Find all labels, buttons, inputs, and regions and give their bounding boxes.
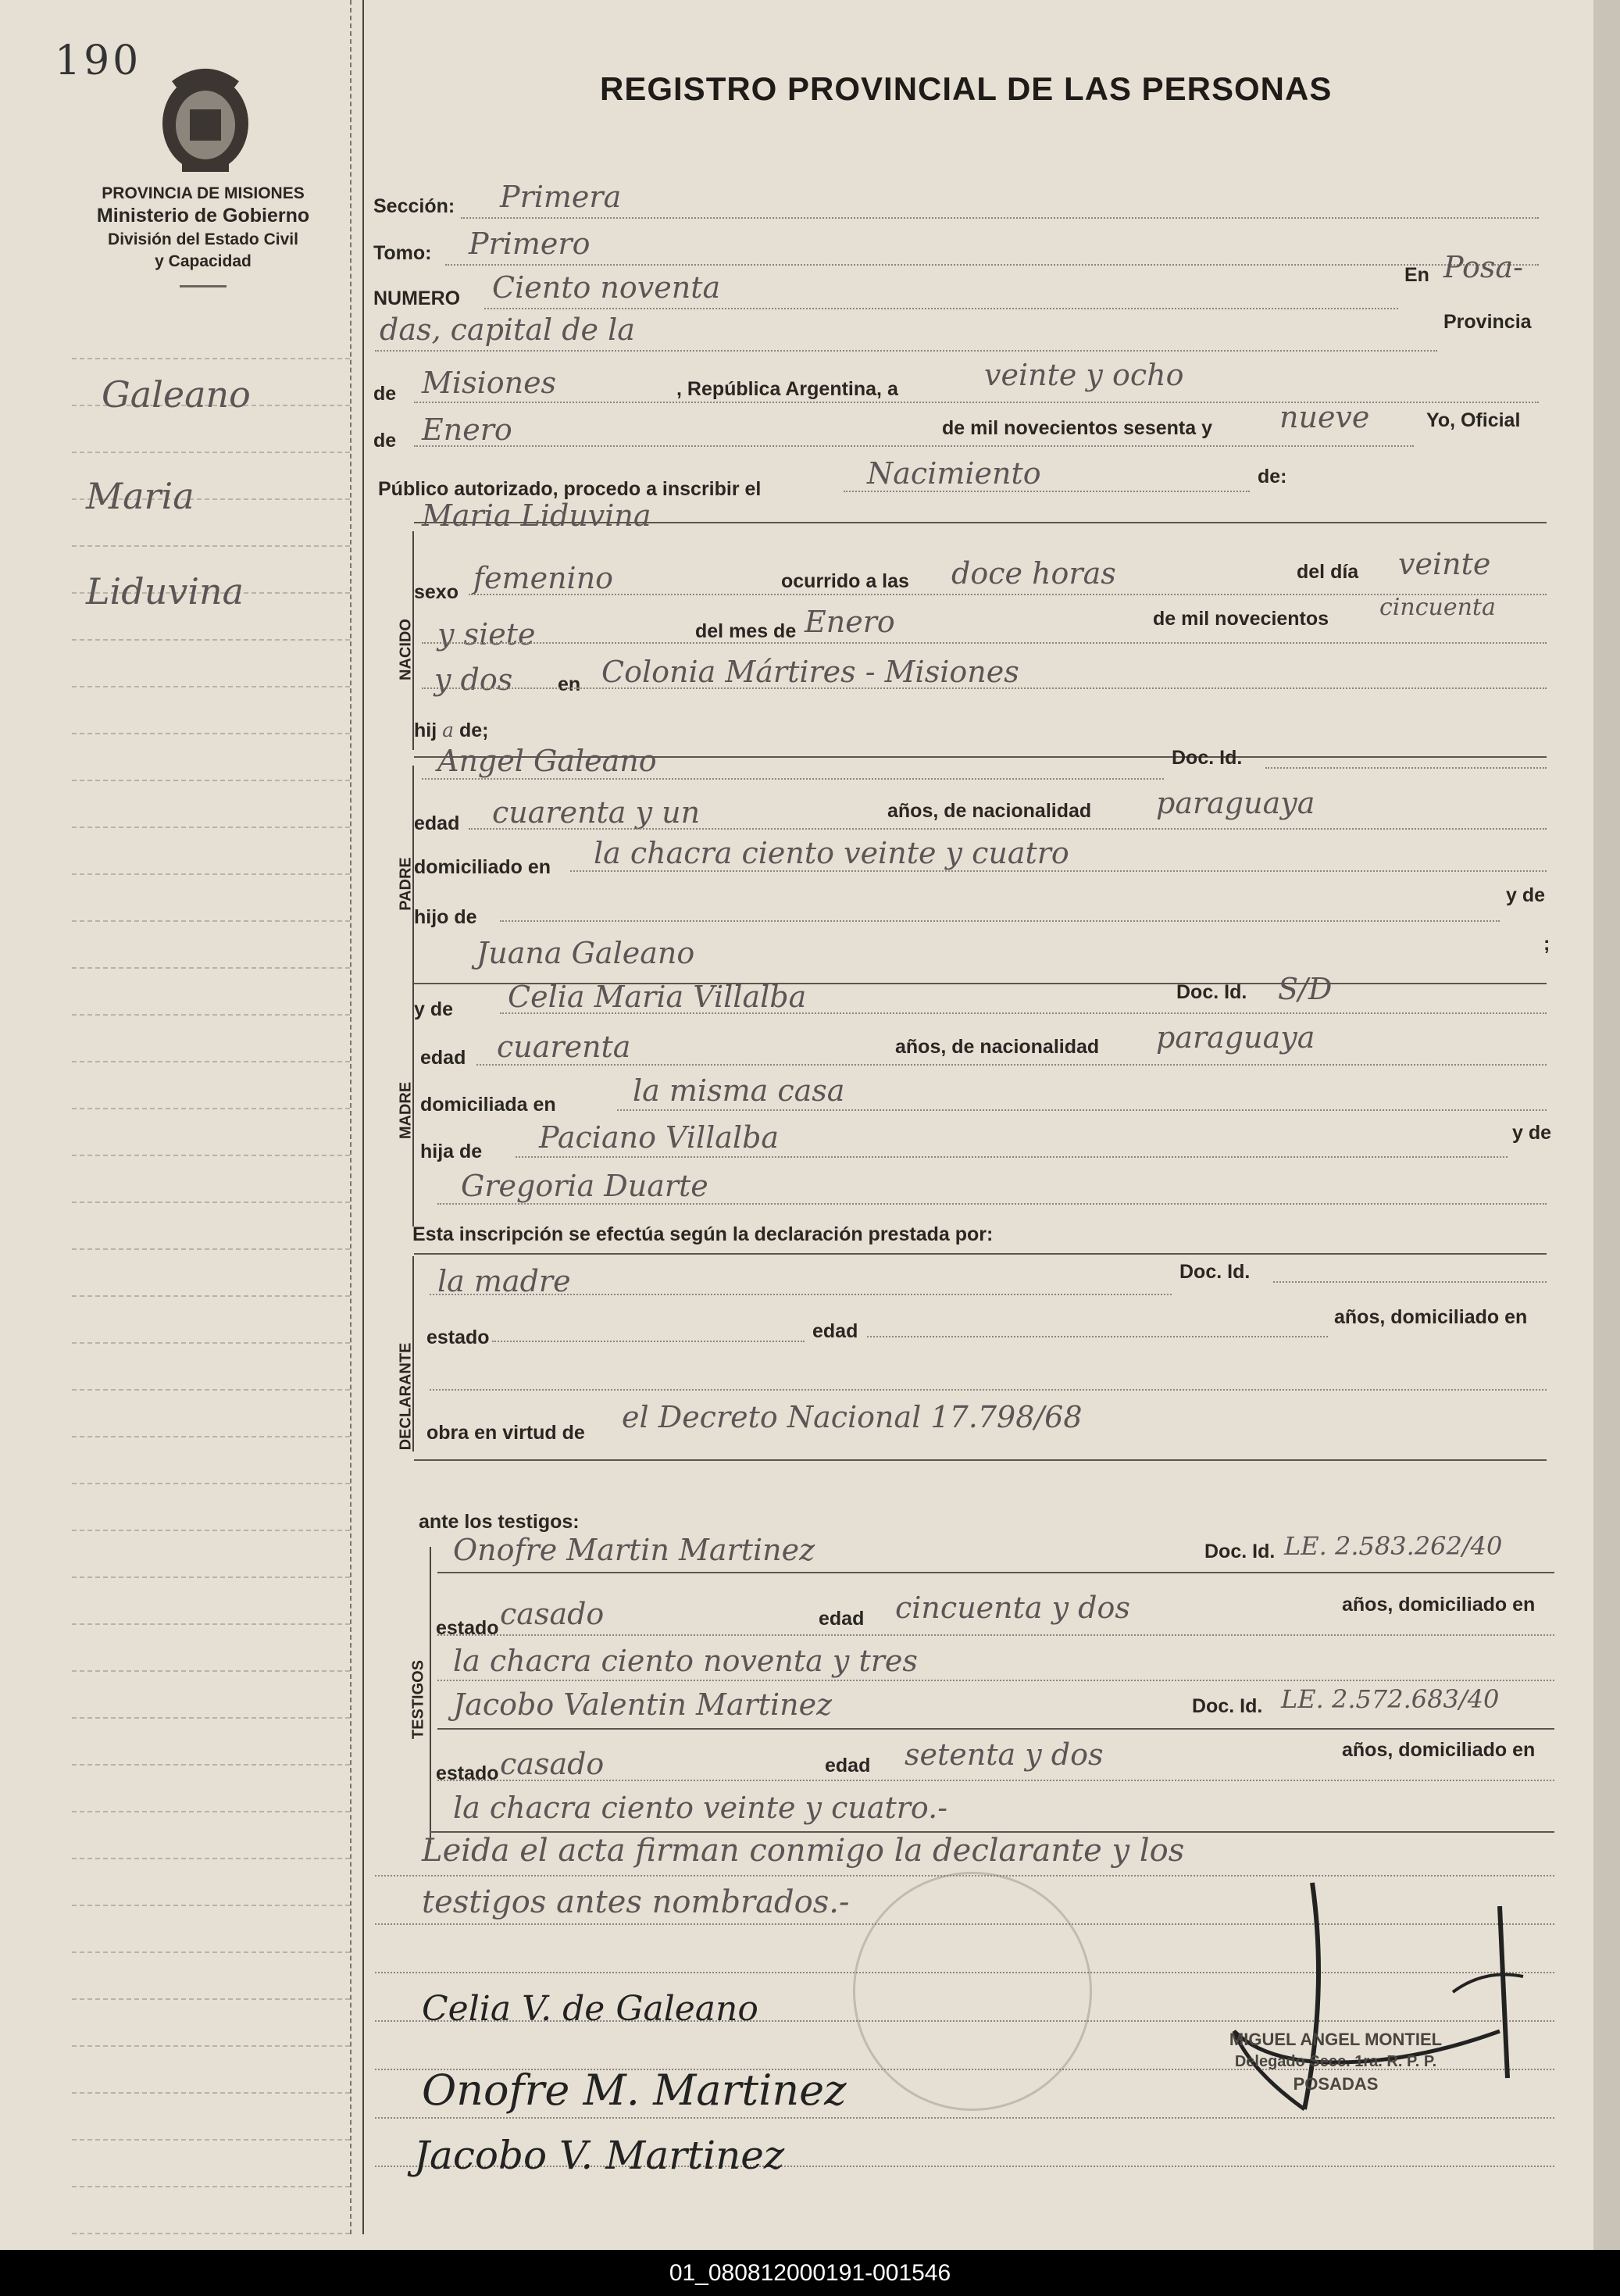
hij-suffix: de;: [459, 720, 489, 741]
numero-value: Ciento noventa: [492, 270, 721, 305]
sidebar-rule: [72, 1998, 350, 2000]
padre-edad-line: [469, 828, 1547, 830]
sidebar-rule: [72, 827, 350, 828]
issuer-capacity: y Capacidad: [155, 252, 252, 270]
testigo1-dom-value: la chacra ciento noventa y tres: [453, 1644, 918, 1678]
sidebar-rule: [72, 1530, 350, 1531]
declarante-line: [430, 1294, 1172, 1295]
sexo-label: sexo: [414, 581, 459, 603]
testigo2-estado-line: [437, 1780, 1554, 1781]
testigo1-estado-value: casado: [500, 1597, 605, 1631]
en-lower-label: en: [558, 673, 581, 695]
padre-y-de-label: y de: [1506, 884, 1546, 906]
sidebar-rule: [72, 1155, 350, 1156]
testigos-label: ante los testigos:: [419, 1511, 580, 1533]
de-colon-label: de:: [1258, 466, 1287, 487]
page-title: REGISTRO PROVINCIAL DE LAS PERSONAS: [600, 70, 1333, 107]
testigo2-doc-value: LE. 2.572.683/40: [1281, 1684, 1500, 1714]
stamp-role: Delegado Secc. 1ra. R. P. P.: [1234, 2053, 1437, 2070]
testigo2-dom-value: la chacra ciento veinte y cuatro.-: [453, 1791, 948, 1825]
madre-domicilio-label: domiciliada en: [420, 1094, 556, 1116]
madre-nombre-line: [500, 1012, 1547, 1014]
declarante-edad-line: [867, 1336, 1328, 1337]
sidebar-rule: [72, 1764, 350, 1766]
testigo2-nombre-rule: [437, 1728, 1554, 1730]
declarante-anos-label: años, domiciliado en: [1334, 1306, 1528, 1328]
nombre-rule: [414, 522, 1547, 523]
testigo1-doc-label: Doc. Id.: [1204, 1541, 1276, 1562]
adjacent-page-edge: [1593, 0, 1620, 2250]
signature-testigo1: Onofre M. Martinez: [422, 2066, 847, 2115]
sidebar-rule: [72, 1811, 350, 1812]
sidebar-rule: [72, 1342, 350, 1344]
hij-label: [414, 719, 488, 742]
sidebar-rule: [72, 873, 350, 875]
madre-edad-value: cuarenta: [497, 1030, 631, 1064]
testigo1-edad-value: cincuenta y dos: [895, 1591, 1130, 1625]
sidebar-rule: [72, 780, 350, 781]
tipo-line: [844, 491, 1250, 492]
stamp-name: MIGUEL ANGEL MONTIEL: [1229, 2030, 1443, 2049]
madre-edad-line: [476, 1064, 1547, 1066]
madre-madre-line: [437, 1203, 1547, 1205]
testigo2-nombre-value: Jacobo Valentin Martinez: [453, 1687, 833, 1722]
sidebar-rule: [72, 1436, 350, 1437]
testigos-bracket: [430, 1547, 431, 1844]
sidebar-rule: [72, 1623, 350, 1625]
madre-y-de2-label: y de: [1512, 1122, 1552, 1144]
madre-edad-label: edad: [420, 1047, 466, 1069]
padre-side-label: PADRE: [397, 857, 415, 911]
sidebar-rule: [72, 2233, 350, 2234]
signature-testigo2: Jacobo V. Martinez: [414, 2133, 785, 2178]
padre-edad-label: edad: [414, 812, 460, 834]
hij-letter: a: [442, 719, 455, 741]
testigo2-anos-label: años, domiciliado en: [1342, 1739, 1536, 1761]
republica-label: , República Argentina, a: [676, 378, 898, 400]
sidebar-rule: [72, 2139, 350, 2141]
sidebar-rule: [72, 1202, 350, 1203]
padre-semicolon: ;: [1543, 933, 1550, 955]
seccion-value: Primera: [500, 180, 622, 214]
testigo1-estado-label: estado: [436, 1617, 499, 1639]
sidebar-rule: [72, 1717, 350, 1719]
margin-second-name: Liduvina: [86, 570, 244, 612]
official-stamp: [1172, 2030, 1500, 2094]
padre-anos-nac-label: años, de nacionalidad: [887, 800, 1092, 822]
madre-anos-nac-label: años, de nacionalidad: [895, 1036, 1100, 1058]
anio-nac2-value: y dos: [434, 662, 513, 697]
decreto-value: el Decreto Nacional 17.798/68: [622, 1400, 1083, 1434]
inscripcion-label: Esta inscripción se efectúa según la declaración prestada por:: [412, 1223, 994, 1245]
anio-value: nueve: [1279, 400, 1370, 434]
seccion-line: [461, 217, 1539, 219]
madre-padre-value: Paciano Villalba: [539, 1120, 780, 1155]
issuer-province: PROVINCIA DE MISIONES: [102, 184, 305, 202]
de-label-1: de: [373, 383, 397, 405]
dia2-value: y siete: [437, 617, 536, 652]
column-separator-right: [362, 0, 364, 2234]
madre-end-rule: [414, 1253, 1547, 1255]
provincia-label: Provincia: [1443, 311, 1532, 333]
madre-dom-line: [617, 1109, 1547, 1111]
sidebar-rule: [72, 2045, 350, 2047]
sidebar-rule: [72, 733, 350, 734]
sidebar-rule: [72, 1858, 350, 1859]
fecha-dia-value: veinte y ocho: [984, 358, 1184, 392]
tomo-label: Tomo:: [373, 242, 432, 264]
tomo-line: [445, 264, 1539, 266]
sidebar-rule: [72, 1061, 350, 1062]
numero-label: NUMERO: [373, 287, 461, 309]
testigo2-edad-label: edad: [825, 1755, 871, 1776]
image-id-footer: 01_080812000191-001546: [0, 2250, 1620, 2296]
sidebar-rule: [72, 1951, 350, 1953]
madre-madre-value: Gregoria Duarte: [461, 1169, 708, 1203]
sidebar-rule: [72, 358, 350, 359]
tipo-value: Nacimiento: [867, 456, 1041, 491]
padre-dom-value: la chacra ciento veinte y cuatro: [594, 836, 1069, 870]
publico-label: Público autorizado, procedo a inscribir el: [378, 478, 762, 500]
lugar-nac-value: Colonia Mártires - Misiones: [601, 655, 1019, 689]
mil-sesenta-label: de mil novecientos sesenta y: [942, 417, 1212, 439]
nacido-side-label: NACIDO: [397, 619, 415, 680]
issuer-division: División del Estado Civil: [108, 230, 298, 248]
madre-y-de-label: y de: [414, 998, 454, 1020]
column-separator-left: [350, 0, 351, 2234]
hij-prefix: hij: [414, 720, 437, 741]
padre-domicilio-label: domiciliado en: [414, 856, 551, 878]
provincia-value: Misiones: [422, 366, 557, 400]
padre-nombre-value: Angel Galeano: [437, 744, 657, 778]
madre-nombre-value: Celia Maria Villalba: [508, 980, 807, 1014]
issuer-divider: [180, 285, 227, 287]
issuer-ministry: Ministerio de Gobierno: [96, 205, 310, 227]
padre-edad-value: cuarenta y un: [492, 795, 701, 830]
testigo1-edad-label: edad: [819, 1608, 865, 1630]
yo-oficial-label: Yo, Oficial: [1426, 409, 1521, 431]
testigo2-estado-label: estado: [436, 1762, 499, 1784]
page-number: 190: [55, 37, 142, 84]
declarante-dom-line: [430, 1389, 1547, 1391]
testigo1-doc-value: LE. 2.583.262/40: [1284, 1531, 1503, 1561]
declarante-edad-label: edad: [812, 1320, 858, 1342]
padre-hijo-line: [500, 920, 1500, 922]
sidebar-rule: [72, 1014, 350, 1016]
numero-line: [484, 308, 1398, 309]
stamp-city: POSADAS: [1293, 2074, 1379, 2094]
hora-value: doce horas: [951, 556, 1116, 591]
en-value: Posa-: [1443, 250, 1523, 284]
sidebar-rule: [72, 545, 350, 547]
sidebar-rule: [72, 920, 350, 922]
issuer-block: [47, 184, 359, 287]
testigo2-edad-value: setenta y dos: [905, 1737, 1104, 1772]
fecha-mes-value: Enero: [422, 412, 512, 447]
sidebar-rule: [72, 967, 350, 969]
nombre-value: Maria Liduvina: [422, 498, 651, 533]
sexo-value: femenino: [473, 561, 614, 595]
testigo1-nombre-value: Onofre Martin Martinez: [453, 1533, 815, 1567]
padre-doc-label: Doc. Id.: [1172, 747, 1243, 769]
testigo1-nombre-rule: [437, 1572, 1554, 1573]
padre-dom-line: [570, 870, 1547, 872]
mil-novecientos-label: de mil novecientos: [1153, 608, 1329, 630]
declarante-doc-label: Doc. Id.: [1179, 1261, 1251, 1283]
madre-nac-value: paraguaya: [1156, 1020, 1315, 1055]
lugar-line: [375, 350, 1437, 352]
fecha-line: [414, 402, 1539, 403]
testigo2-doc-label: Doc. Id.: [1192, 1695, 1263, 1717]
signature-declarante: Celia V. de Galeano: [422, 1989, 758, 2029]
padre-madre-value: Juana Galeano: [476, 936, 695, 970]
declarante-doc-line: [1273, 1281, 1547, 1283]
en-label: En: [1404, 264, 1429, 286]
sidebar-rule: [72, 2186, 350, 2187]
margin-surname: Galeano: [102, 373, 251, 416]
faint-circular-stamp: [853, 1872, 1092, 2111]
coat-of-arms-seal: [155, 61, 256, 178]
sidebar-rule: [72, 452, 350, 453]
sidebar-rule: [72, 1670, 350, 1672]
madre-side-label: MADRE: [397, 1081, 415, 1140]
lugar-value: das, capital de la: [380, 312, 635, 347]
de-label-2: de: [373, 430, 397, 452]
testigo1-anos-label: años, domiciliado en: [1342, 1594, 1536, 1616]
madre-doc-value: S/D: [1278, 972, 1333, 1006]
sidebar-rule: [72, 686, 350, 687]
sidebar-rule: [72, 1248, 350, 1250]
dia-value: veinte: [1398, 547, 1491, 581]
ocurrido-label: ocurrido a las: [781, 570, 909, 592]
sidebar-rule: [72, 1483, 350, 1484]
cierre-line1: Leida el acta firman conmigo la declarante y los: [422, 1833, 1185, 1869]
declarante-end-rule: [414, 1459, 1547, 1461]
padre-hijo-label: hijo de: [414, 906, 477, 928]
tomo-value: Primero: [469, 227, 591, 261]
margin-first-name: Maria: [86, 475, 194, 517]
sidebar-rule: [72, 1108, 350, 1109]
cierre-line2: testigos antes nombrados.-: [422, 1884, 850, 1920]
sidebar-rule: [72, 1295, 350, 1297]
madre-dom-value: la misma casa: [633, 1073, 845, 1108]
declarante-estado-line: [492, 1341, 805, 1342]
declarante-value: la madre: [437, 1264, 571, 1298]
mes-value: Enero: [805, 605, 895, 639]
padre-doc-line: [1265, 767, 1547, 769]
madre-hija-label: hija de: [420, 1141, 483, 1162]
mes-line: [422, 642, 1547, 644]
anio-nac-value: cincuenta: [1379, 594, 1496, 621]
testigos-side-label: TESTIGOS: [409, 1659, 427, 1740]
lugar-nac-line: [422, 687, 1547, 689]
padre-nac-value: paraguaya: [1156, 786, 1315, 820]
testigo1-dom-line: [437, 1680, 1554, 1681]
sidebar-rule: [72, 2092, 350, 2094]
del-dia-label: del día: [1297, 561, 1359, 583]
declarante-side-label: DECLARANTE: [397, 1342, 415, 1451]
declarante-estado-label: estado: [426, 1327, 490, 1348]
sidebar-rule: [72, 1389, 350, 1391]
padre-nombre-line: [422, 778, 1164, 780]
obra-label: obra en virtud de: [426, 1422, 585, 1444]
sidebar-rule: [72, 639, 350, 641]
sidebar-rule: [72, 1576, 350, 1578]
testigo1-estado-line: [437, 1634, 1554, 1636]
sidebar-rule: [72, 1905, 350, 1906]
fecha-mes-line: [414, 445, 1414, 447]
del-mes-label: del mes de: [695, 620, 797, 642]
madre-doc-label: Doc. Id.: [1176, 981, 1247, 1003]
seccion-label: Sección:: [373, 195, 455, 217]
madre-hija-line: [516, 1156, 1508, 1158]
testigo2-estado-value: casado: [500, 1747, 605, 1781]
